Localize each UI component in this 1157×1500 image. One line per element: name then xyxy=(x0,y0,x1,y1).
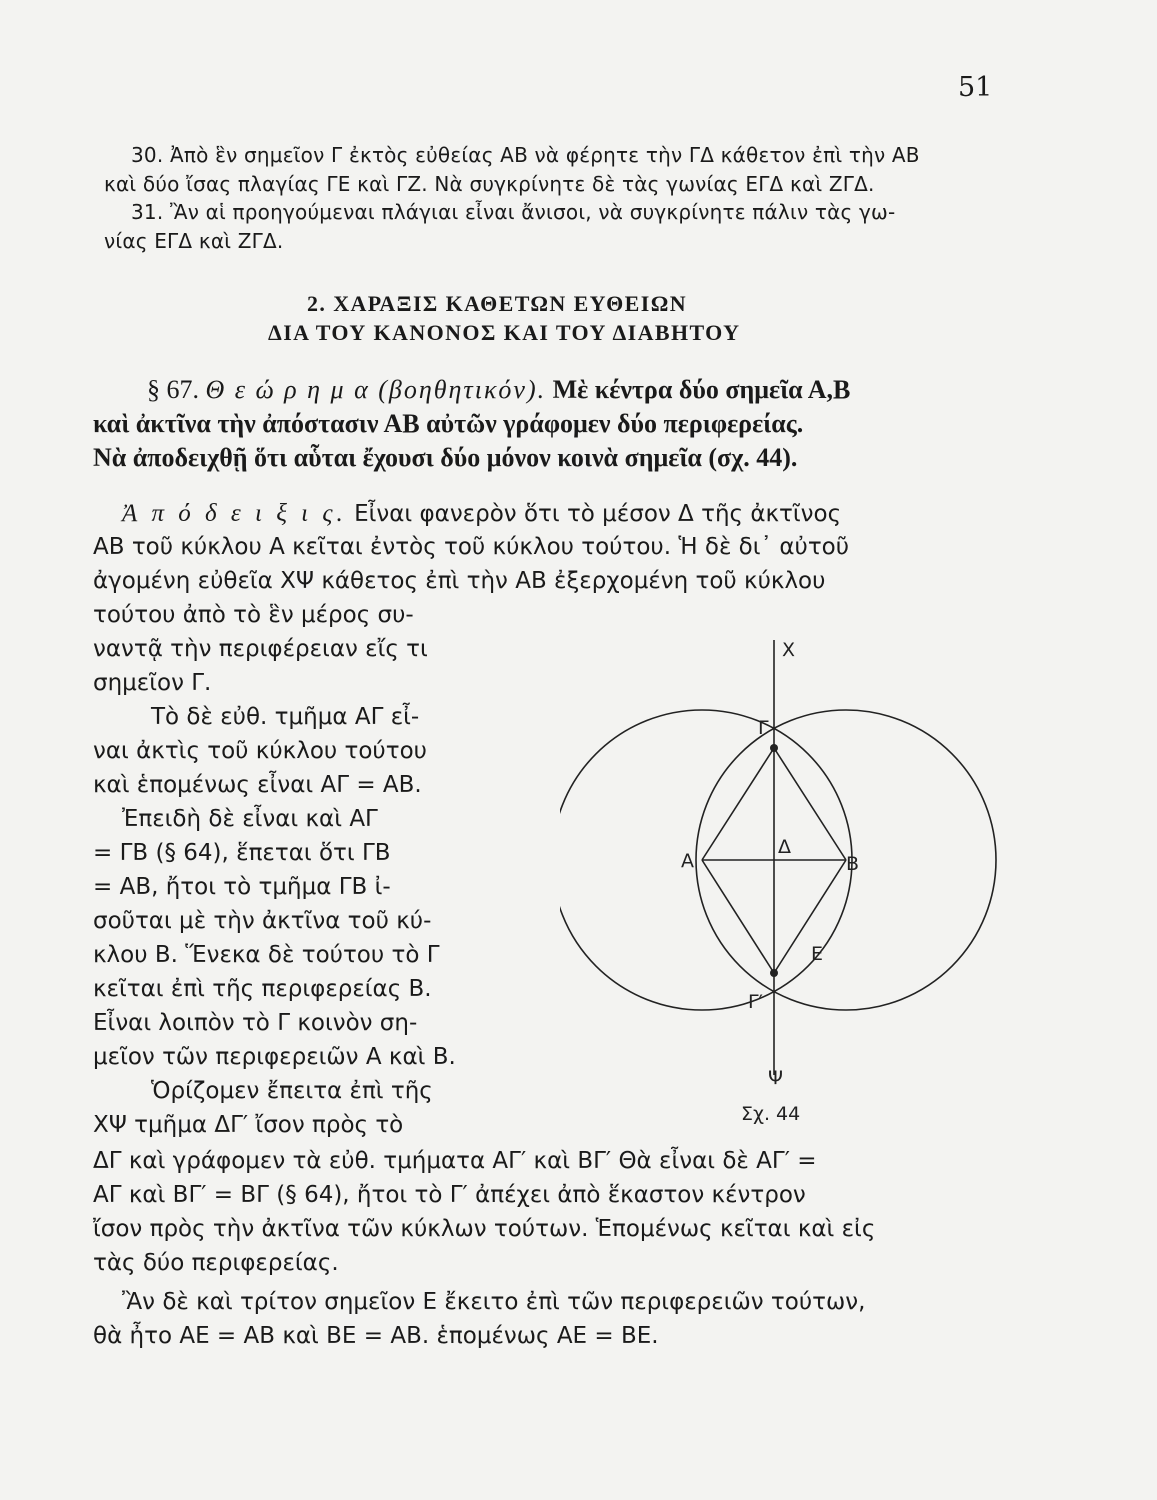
section-heading-line-2: ΔΙΑ ΤΟΥ ΚΑΝΟΝΟΣ ΚΑΙ ΤΟΥ ΔΙΑΒΗΤΟΥ xyxy=(268,320,741,345)
proof-line-6: σημεῖον Γ. xyxy=(93,670,212,696)
point-Gamma-prime xyxy=(770,969,778,977)
theorem-statement-line-3: Νὰ ἀποδειχθῇ ὅτι αὗται ἔχουσι δύο μόνον κοινὰ σημεῖα (σχ. 44). xyxy=(93,443,798,472)
proof-line-21: ΑΓ καὶ ΒΓ′ = ΒΓ (§ 64), ἤτοι τὸ Γ′ ἀπέχει ἀπὸ ἕκαστον κέντρον xyxy=(93,1182,806,1208)
proof-line-17: μεῖον τῶν περιφερειῶν Α καὶ Β. xyxy=(93,1044,456,1070)
proof-line-18: Ὁρίζομεν ἔπειτα ἐπὶ τῆς xyxy=(151,1078,433,1104)
exercise-30-line-1: 30. Ἀπὸ ἓν σημεῖον Γ ἐκτὸς εὐθείας ΑΒ νὰ φέρητε τὴν ΓΔ κάθετον ἐπὶ τὴν ΑΒ xyxy=(131,143,920,167)
point-Gamma xyxy=(770,744,778,752)
segment-AGamma-prime xyxy=(702,860,774,973)
theorem-line-1 xyxy=(147,375,850,405)
proof-line-4: τούτου ἀπὸ τὸ ἓν μέρος συ- xyxy=(93,602,414,628)
exercise-30-line-2: καὶ δύο ἴσας πλαγίας ΓΕ καὶ ΓΖ. Νὰ συγκρίνητε δὲ τὰς γωνίας ΕΓΔ καὶ ΖΓΔ. xyxy=(104,172,875,196)
proof-line-22: ἴσον πρὸς τὴν ἀκτῖνα τῶν κύκλων τούτων. Ἑπομένως κεῖται καὶ εἰς xyxy=(93,1216,876,1242)
proof-line-9: καὶ ἑπομένως εἶναι ΑΓ = ΑΒ. xyxy=(93,772,422,798)
segment-BGamma-prime xyxy=(774,860,846,973)
label-Psi: Ψ xyxy=(768,1067,783,1089)
theorem-statement-line-2: καὶ ἀκτῖνα τὴν ἀπόστασιν ΑΒ αὐτῶν γράφομεν δύο περιφερείας. xyxy=(93,409,804,438)
proof-line-20: ΔΓ καὶ γράφομεν τὰ εὐθ. τμήματα ΑΓ′ καὶ ΒΓ′ Θὰ εἶναι δὲ ΑΓ′ = xyxy=(93,1148,817,1174)
proof-label: Ἀ π ό δ ε ι ξ ι ς. xyxy=(122,500,347,527)
proof-line-8: ναι ἀκτὶς τοῦ κύκλου τούτου xyxy=(93,738,427,764)
theorem-number: § 67. xyxy=(147,375,199,404)
theorem-statement-start: Μὲ κέντρα δύο σημεῖα Α,Β xyxy=(552,375,851,404)
theorem-label: Θ ε ώ ρ η μ α (βοηθητικόν). xyxy=(205,375,547,404)
proof-line-11: = ΓΒ (§ 64), ἕπεται ὅτι ΓΒ xyxy=(93,840,391,866)
proof-line-10: Ἐπειδὴ δὲ εἶναι καὶ ΑΓ xyxy=(122,806,378,832)
figure-caption: Σχ. 44 xyxy=(741,1103,801,1125)
label-Gamma-prime: Γ′ xyxy=(748,991,763,1013)
label-A: Α xyxy=(681,850,694,872)
proof-line-24: Ἂν δὲ καὶ τρίτον σημεῖον Ε ἔκειτο ἐπὶ τῶν περιφερειῶν τούτων, xyxy=(122,1289,866,1315)
theorem-line-3 xyxy=(93,443,797,473)
proof-line-7: Τὸ δὲ εὐθ. τμῆμα ΑΓ εἶ- xyxy=(151,704,420,730)
page-number: 51 xyxy=(958,72,993,103)
proof-line-1-text: Εἶναι φανερὸν ὅτι τὸ μέσον Δ τῆς ἀκτῖνος xyxy=(354,501,842,527)
proof-line-13: σοῦται μὲ τὴν ἀκτῖνα τοῦ κύ- xyxy=(93,908,432,934)
proof-line-15: κεῖται ἐπὶ τῆς περιφερείας Β. xyxy=(93,976,432,1002)
proof-line-25: θὰ ἦτο ΑΕ = ΑΒ καὶ ΒΕ = ΑΒ. ἑπομένως ΑΕ = ΒΕ. xyxy=(93,1323,659,1349)
proof-line-14: κλου Β. Ἕνεκα δὲ τούτου τὸ Γ xyxy=(93,942,440,968)
label-Gamma: Γ xyxy=(758,717,769,739)
proof-line-23: τὰς δύο περιφερείας. xyxy=(93,1250,339,1276)
segment-AGamma xyxy=(702,748,774,860)
figure-44 xyxy=(560,620,1000,1140)
proof-line-3: ἀγομένη εὐθεῖα ΧΨ κάθετος ἐπὶ τὴν ΑΒ ἐξερχομένη τοῦ κύκλου xyxy=(93,568,826,594)
proof-line-5: ναντᾷ τὴν περιφέρειαν εἴς τι xyxy=(93,636,428,662)
theorem-line-2 xyxy=(93,409,803,439)
label-X: Χ xyxy=(782,639,796,661)
proof-line-16: Εἶναι λοιπὸν τὸ Γ κοινὸν ση- xyxy=(93,1010,418,1036)
section-heading-line-1: 2. ΧΑΡΑΞΙΣ ΚΑΘΕΤΩΝ ΕΥΘΕΙΩΝ xyxy=(307,291,688,316)
proof-line-2: ΑΒ τοῦ κύκλου Α κεῖται ἐντὸς τοῦ κύκλου τούτου. Ἡ δὲ δι᾽ αὐτοῦ xyxy=(93,534,850,560)
exercise-31-line-1: 31. Ἂν αἱ προηγούμεναι πλάγιαι εἶναι ἄνισοι, νὰ συγκρίνητε πάλιν τὰς γω- xyxy=(131,200,896,224)
label-B: Β xyxy=(846,853,860,875)
proof-line-19: ΧΨ τμῆμα ΔΓ′ ἴσον πρὸς τὸ xyxy=(93,1112,404,1138)
label-E: Ε xyxy=(811,943,824,965)
label-Delta: Δ xyxy=(778,836,791,858)
proof-line-1 xyxy=(122,500,841,528)
exercise-31-line-2: νίας ΕΓΔ καὶ ΖΓΔ. xyxy=(104,229,284,253)
proof-line-12: = ΑΒ, ἤτοι τὸ τμῆμα ΓΒ ἰ- xyxy=(93,874,391,900)
